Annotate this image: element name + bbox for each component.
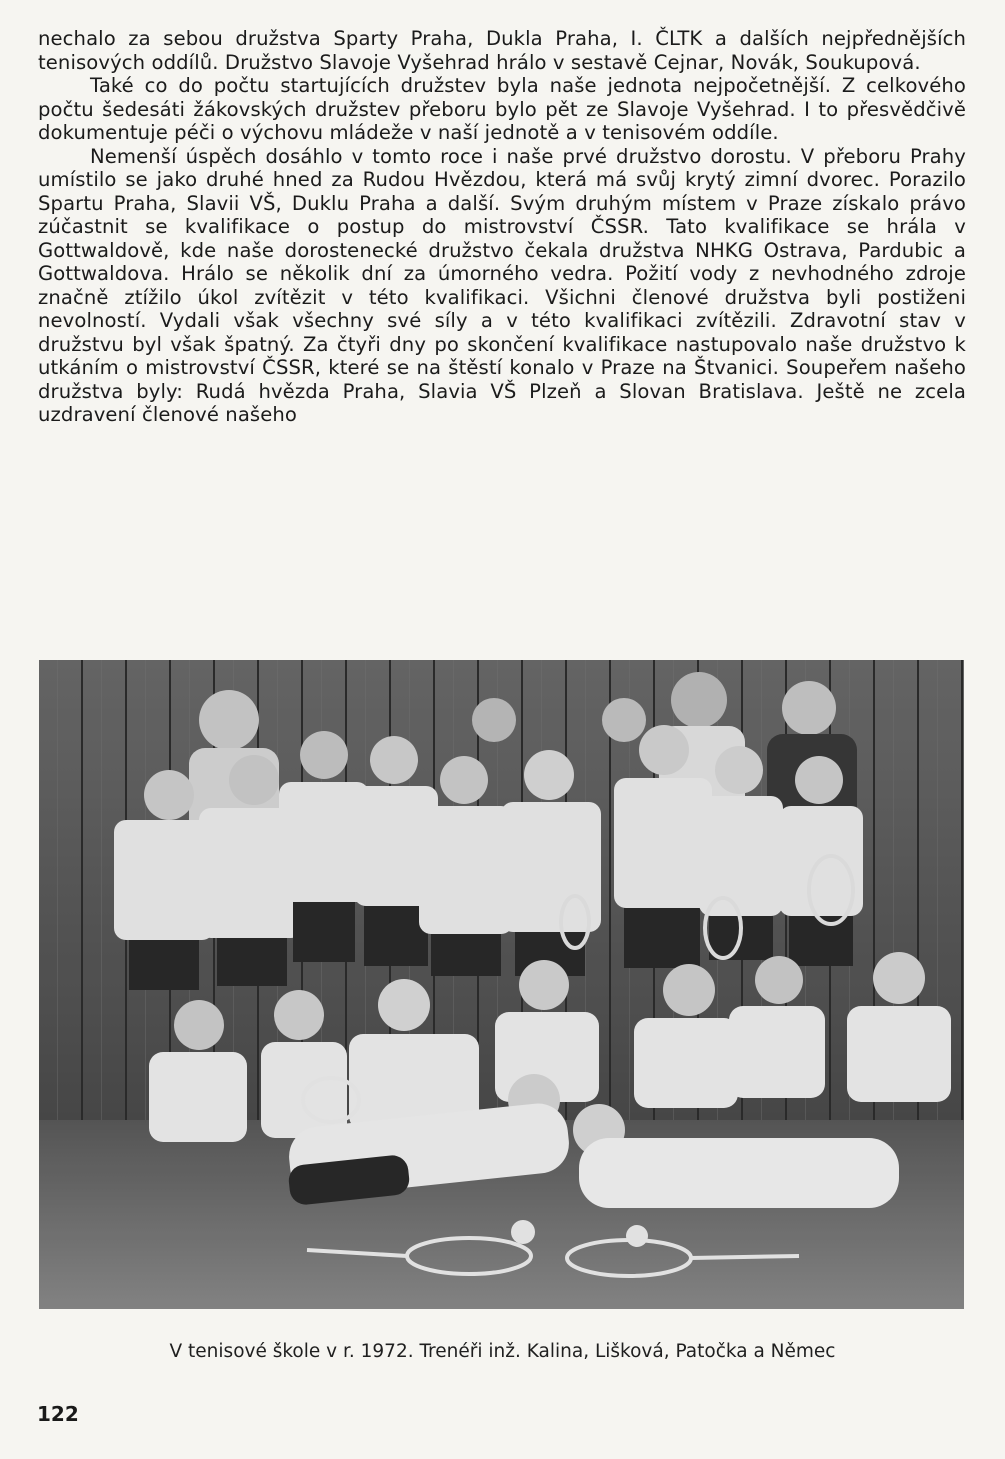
photo-shade <box>39 660 964 1309</box>
photo-caption: V tenisové škole v r. 1972. Trenéři inž. Kalina, Lišková, Patočka a Němec <box>169 1341 836 1362</box>
paragraph-1: nechalo za sebou družstva Sparty Praha, Dukla Praha, I. ČLTK a dalších nejpřednějších tenisových oddílů. Družstvo Slavoje Vyšehrad hrálo v sestavě Cejnar, Novák, Soukupová. <box>38 27 966 74</box>
paragraph-3: Nemenší úspěch dosáhlo v tomto roce i naše prvé družstvo dorostu. V přeboru Prahy umístilo se jako druhé hned za Rudou Hvězdou, která má svůj krytý zimní dvorec. Porazilo Spartu Praha, Slavii VŠ, Duklu Praha a další. Svým druhým místem v Praze získalo právo zúčastnit se kvalifikace o postup do mistrovství ČSSR. Tato kvalifikace se hrála v Gottwaldově, kde naše dorostenecké družstvo čekala družstva NHKG Ostrava, Pardubic a Gottwaldova. Hrálo se několik dní za úmorného vedra. Požití vody z nevhodného zdroje značně ztížilo úkol zvítězit v této kvalifikaci. Všichni členové družstva byli postiženi nevolností. Vydali však všechny své síly a v této kvalifikaci zvítězili. Zdravotní stav v družstvu byl však špatný. Za čtyři dny po skončení kvalifikace nastupovalo naše družstvo k utkáním o mistrovství ČSSR, které se na štěstí konalo v Praze na Štvanici. Soupeřem našeho družstva byly: Rudá hvězda Praha, Slavia VŠ Plzeň a Slovan Bratislava. Ještě ne zcela uzdravení členové našeho <box>38 144 966 426</box>
team-photo <box>39 660 964 1309</box>
paragraph-2: Také co do počtu startujících družstev byla naše jednota nejpočetnější. Z celkového počtu šedesáti žákovských družstev přeboru bylo pět ze Slavoje Vyšehrad. I to přesvědčivě dokumentuje péči o výchovu mládeže v naší jednotě a v tenisovém oddíle. <box>38 74 966 144</box>
team-photo-illustration <box>39 660 964 1309</box>
page-number: 122 <box>37 1402 79 1426</box>
body-text <box>38 27 966 427</box>
